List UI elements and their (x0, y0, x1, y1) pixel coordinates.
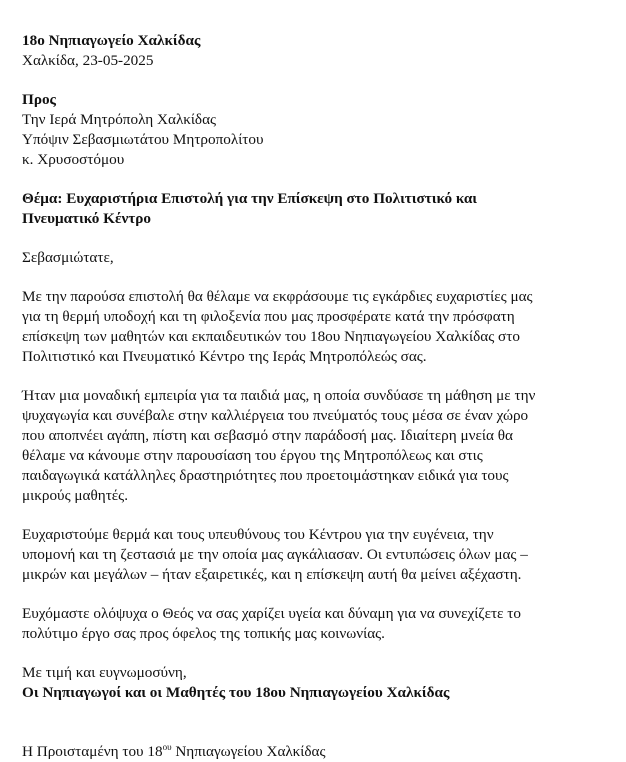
letter-document (22, 31, 602, 762)
paragraph-3 (22, 525, 602, 585)
paragraph-line: για τη θερμή υποδοχή και τη φιλοξενία που μας προσφέρατε κατά την πρόσφατη (22, 308, 515, 325)
paragraph-line: Ευχαριστούμε θερμά και τους υπευθύνους του Κέντρου για την ευγένεια, την (22, 526, 494, 543)
paragraph-line: ψυχαγωγία και συνέβαλε στην καλλιέργεια του πνεύματός τους μέσα σε έναν χώρο (22, 407, 529, 424)
recipient-line: κ. Χρυσοστόμου (22, 151, 125, 168)
recipient-label: Προς (22, 91, 56, 108)
paragraph-line: Με την παρούσα επιστολή θα θέλαμε να εκφράσουμε τις εγκάρδιες ευχαριστίες μας (22, 288, 533, 305)
recipient-block (22, 90, 602, 170)
signature-line (22, 742, 602, 762)
closing-block (22, 663, 602, 703)
paragraph-2 (22, 386, 602, 506)
paragraph-1 (22, 287, 602, 367)
signature-superscript: ου (162, 742, 172, 752)
closing-signatories: Οι Νηπιαγωγοί και οι Μαθητές του 18ου Νηπιαγωγείου Χαλκίδας (22, 684, 450, 701)
subject-line: Πνευματικό Κέντρο (22, 210, 151, 227)
paragraph-line: πολύτιμο έργο σας προς όφελος της τοπικής μας κοινωνίας. (22, 625, 385, 642)
signature-suffix: Νηπιαγωγείου Χαλκίδας (171, 743, 326, 760)
paragraph-line: Ήταν μια μοναδική εμπειρία για τα παιδιά μας, η οποία συνδύασε τη μάθηση με την (22, 387, 536, 404)
school-name: 18ο Νηπιαγωγείο Χαλκίδας (22, 32, 201, 49)
paragraph-line: παιδαγωγικά κατάλληλες δραστηριότητες που προετοιμάστηκαν ειδικά για τους (22, 467, 509, 484)
paragraph-4 (22, 604, 602, 644)
paragraph-line: υπομονή και τη ζεστασιά με την οποία μας αγκάλιασαν. Οι εντυπώσεις όλων μας – (22, 546, 528, 563)
closing-line: Με τιμή και ευγνωμοσύνη, (22, 664, 187, 681)
recipient-line: Την Ιερά Μητρόπολη Χαλκίδας (22, 111, 217, 128)
paragraph-line: θέλαμε να κάνουμε στην παρουσίαση του έργου της Μητροπόλεως και στις (22, 447, 483, 464)
paragraph-line: μικρούς μαθητές. (22, 487, 128, 504)
paragraph-line: που αποπνέει αγάπη, πίστη και σεβασμό στην παράδοσή μας. Ιδιαίτερη μνεία θα (22, 427, 513, 444)
paragraph-line: Πολιτιστικό και Πνευματικό Κέντρο της Ιεράς Μητροπόλεώς σας. (22, 348, 427, 365)
paragraph-line: μικρών και μεγάλων – ήταν εξαιρετικές, και η επίσκεψη αυτή θα μείνει αξέχαστη. (22, 566, 522, 583)
signature-prefix: Η Προισταμένη του 18 (22, 743, 163, 760)
place-date: Χαλκίδα, 23-05-2025 (22, 52, 154, 69)
paragraph-line: Ευχόμαστε ολόψυχα ο Θεός να σας χαρίζει υγεία και δύναμη για να συνεχίζετε το (22, 605, 521, 622)
subject-block (22, 189, 602, 229)
paragraph-line: επίσκεψη των μαθητών και εκπαιδευτικών του 18ου Νηπιαγωγείου Χαλκίδας στο (22, 328, 520, 345)
salutation: Σεβασμιώτατε, (22, 249, 114, 266)
subject-line: Θέμα: Ευχαριστήρια Επιστολή για την Επίσκεψη στο Πολιτιστικό και (22, 190, 478, 207)
recipient-line: Υπόψιν Σεβασμιωτάτου Μητροπολίτου (22, 131, 264, 148)
